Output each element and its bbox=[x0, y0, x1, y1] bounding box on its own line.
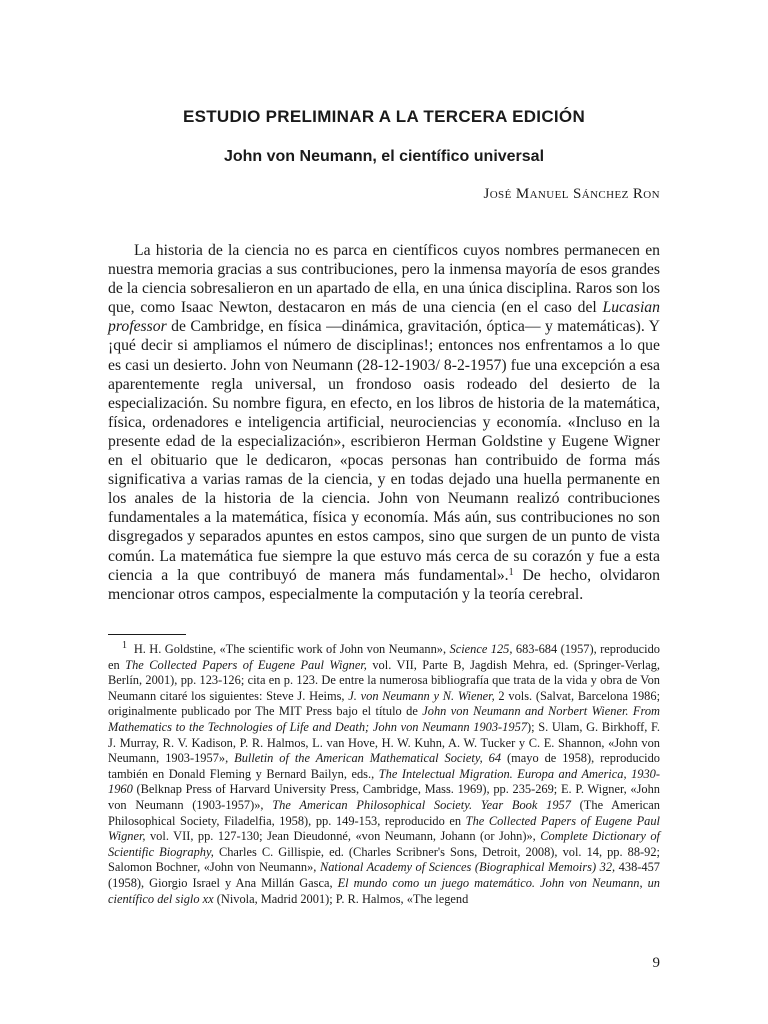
footnote-text: (Belknap Press of Harvard University Press, Cambridge, Mass. 1969), pp. 235-269; E. P. Wigner, «John von Neumann (1903-1957)», bbox=[108, 782, 660, 812]
footnote-text: (The American Philosophical Society, Filadelfia, 1958), pp. 149-153, reproducido en bbox=[108, 797, 660, 828]
footnote-paragraph bbox=[108, 642, 660, 907]
body-paragraph bbox=[108, 241, 660, 604]
footnote-marker: 1 bbox=[122, 640, 127, 651]
chapter-subtitle: John von Neumann, el científico universal bbox=[223, 148, 545, 165]
footnote-text: 2 vols. (Salvat, Barcelona 1986; originalmente publicado por The MIT Press bajo el título de bbox=[108, 688, 661, 719]
footnote-italic-text: Bulletin of the American Mathematical Society, 64 bbox=[234, 751, 502, 766]
footnote-text: ); S. Ulam, G. Birkhoff, F. J. Murray, R. V. Kadison, P. R. Halmos, L. van Hove, H. W. Kuhn, A. W. Tucker y C. E. Shannon, «John von Neumann, 1903-1957», bbox=[108, 719, 661, 766]
footnote-italic-text: National Academy of Sciences (Biographical Memoirs) 32, bbox=[319, 860, 616, 875]
footnote-text: 683-684 (1957), reproducido en bbox=[108, 642, 660, 672]
paragraph-text: De hecho, olvidaron mencionar otros campos, especialmente la computación y la teoría cerebral. bbox=[108, 566, 660, 603]
footnote-italic-text: El mundo como un juego matemático. John von Neumann, un científico del siglo xx bbox=[108, 875, 660, 906]
footnote-divider bbox=[108, 634, 186, 635]
footnote-text: H. H. Goldstine, «The scientific work of John von Neumann», bbox=[133, 642, 450, 656]
footnote-text: vol. VII, Parte B, Jagdish Mehra, ed. (Springer-Verlag, Berlín, 2001), pp. 123-126; cita en p. 123. De entre la numerosa bibliografía que trata de la vida y obra de Von Neumann citaré los siguientes: Steve J. Heims, bbox=[108, 657, 660, 703]
footnote-italic-text: John von Neumann and Norbert Wiener. From Mathematics to the Technologies of Life and Death; John von Neumann 1903-1957 bbox=[108, 704, 660, 734]
footnote-text: 438-457 (1958), Giorgio Israel y Ana Millán Gasca, bbox=[108, 860, 660, 890]
paragraph-text: La historia de la ciencia no es parca en científicos cuyos nombres permanecen en nuestra memoria gracias a sus contribuciones, pero la inmensa mayoría de esos grandes de la ciencia sobresalieron en un apartado de ella, en una única disciplina. Raros son los que, como Isaac Newton, destacaron en más de una ciencia (en el caso del bbox=[108, 242, 660, 317]
footnote-text: vol. VII, pp. 127-130; Jean Dieudonné, «von Neumann, Johann (or John)», bbox=[145, 829, 541, 844]
document-page bbox=[108, 0, 660, 1024]
paragraph-text: de Cambridge, en física —dinámica, gravitación, óptica— y matemáticas). Y ¡qué decir si ampliamos el número de disciplinas!; entonces nos enfrentamos a lo que es casi un desierto. John von Neumann (28-12-1903/ 8-2-1957) fue una excepción a esa aparentemente regla universal, un frondoso oasis rodeado del desierto de la especialización. Su nombre figura, en efecto, en los libros de historia de la matemática, física, ordenadores e inteligencia artificial, neurociencias y economía. «Incluso en la presente edad de la especialización», escribieron Herman Goldstine y Eugene Wigner en el obituario que le dedicaron, «pocas personas han contribuido de forma más significativa a varias ramas de la ciencia, y en todas dejado una huella permanente en los anales de la historia de la ciencia. John von Neumann realizó contribuciones fundamentales a la matemática, física y economía. Más aún, sus contribuciones no son disgregados y separados apuntes en estos campos, sino que surgen de un punto de vista común. La matemática fue siempre la que estuvo más cerca de su corazón y fue a esta ciencia a la que contribuyó de manera más fundamental». bbox=[108, 318, 660, 584]
paragraph-italic-text: Lucasian professor bbox=[108, 299, 660, 336]
footnote-text: Charles C. Gillispie, ed. (Charles Scribner's Sons, Detroit, 2008), vol. 14, pp. 88-92; Salomon Bochner, «John von Neumann», bbox=[108, 844, 660, 875]
chapter-title: ESTUDIO PRELIMINAR A LA TERCERA EDICIÓN bbox=[182, 107, 586, 126]
footnote-italic-text: The Intelectual Migration. Europa and America, 1930-1960 bbox=[108, 766, 660, 797]
footnote-italic-text: Science 125, bbox=[449, 642, 513, 656]
footnote-text: (mayo de 1958), reproducido también en Donald Fleming y Bernard Bailyn, eds., bbox=[108, 751, 661, 781]
footnote-italic-text: The Collected Papers of Eugene Paul Wigner, bbox=[125, 657, 367, 672]
footnote bbox=[108, 642, 660, 907]
body-text bbox=[108, 241, 660, 604]
footnote-text: (Nivola, Madrid 2001); P. R. Halmos, «The legend bbox=[213, 891, 469, 906]
footnote-italic-text: The American Philosophical Society. Year Book 1957 bbox=[272, 797, 571, 812]
footnote-italic-text: J. von Neumann y N. Wiener, bbox=[348, 688, 495, 703]
footnote-italic-text: Complete Dictionary of Scientific Biography, bbox=[108, 829, 660, 859]
footnote-reference[interactable]: 1 bbox=[508, 566, 514, 578]
author-name: José Manuel Sánchez Ron bbox=[483, 186, 660, 202]
footnote-italic-text: The Collected Papers of Eugene Paul Wigner, bbox=[108, 813, 660, 844]
page-number: 9 bbox=[652, 955, 660, 971]
